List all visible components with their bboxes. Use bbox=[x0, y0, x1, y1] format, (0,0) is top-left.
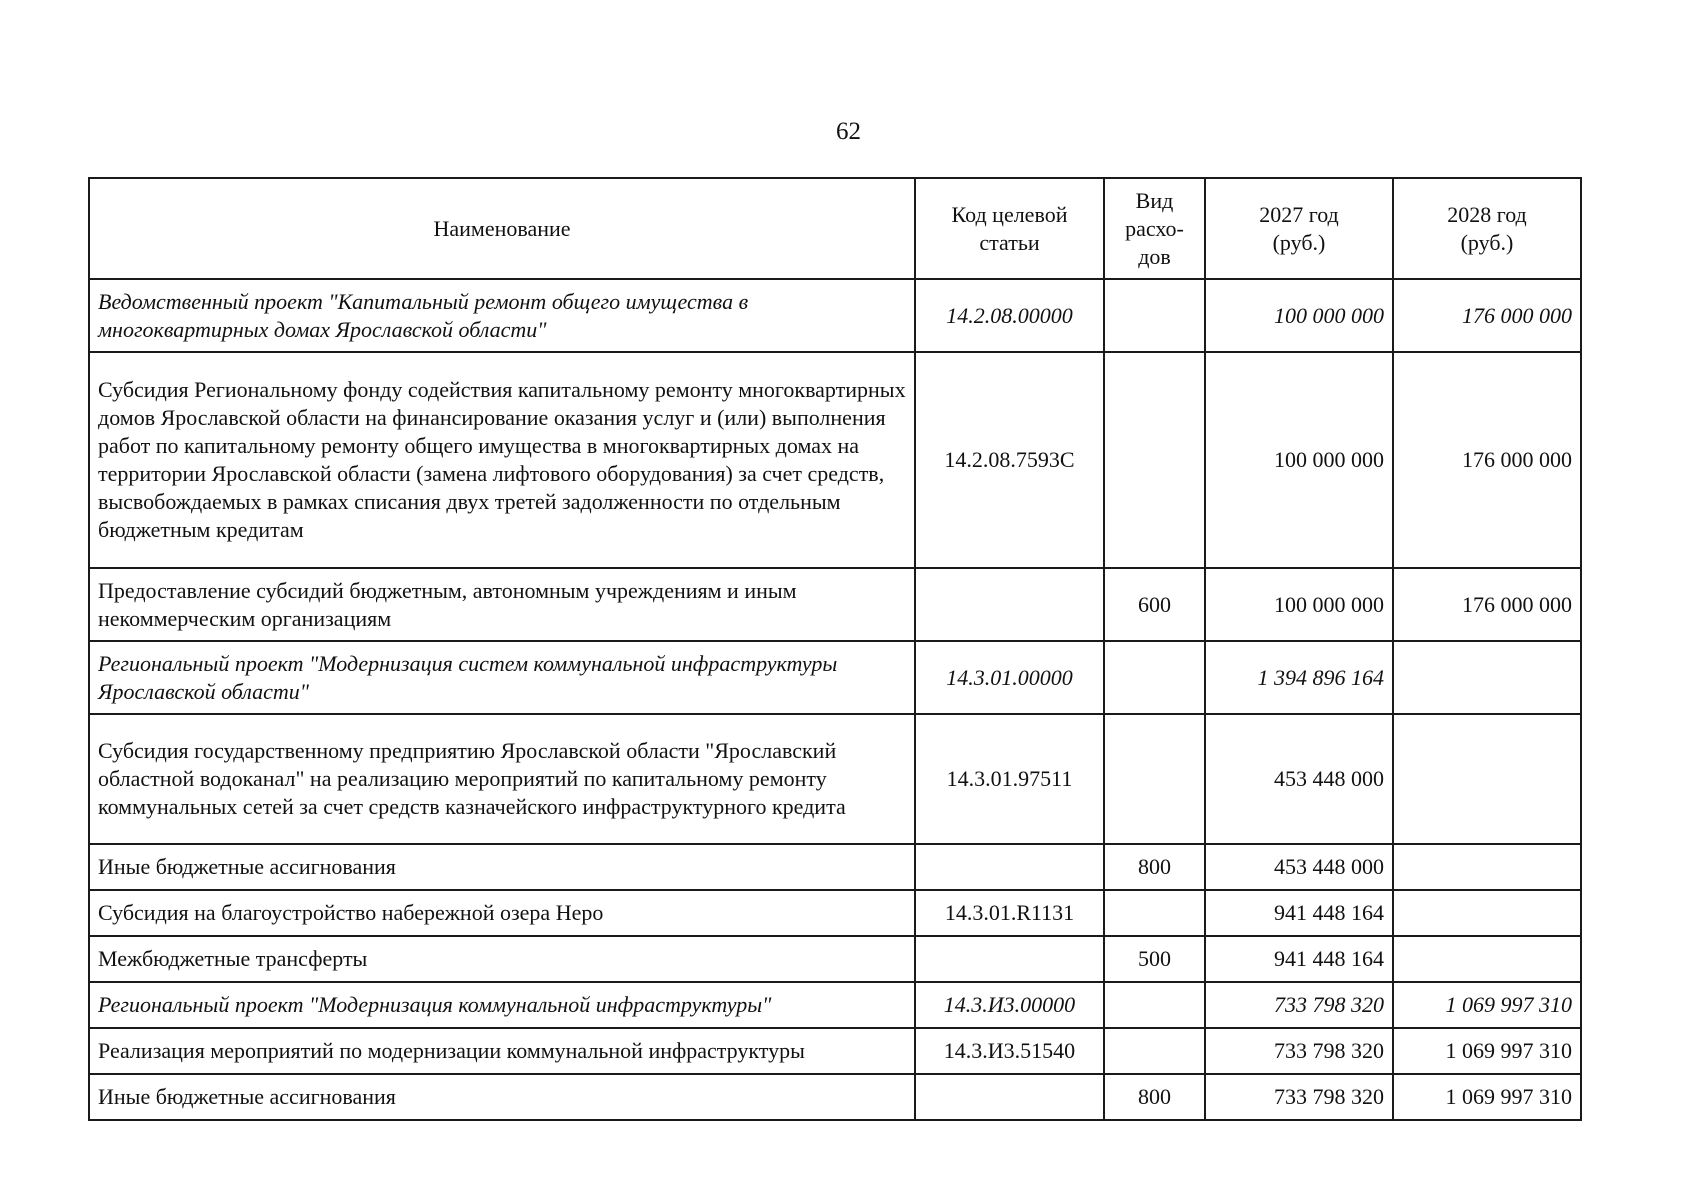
cell-type bbox=[1104, 890, 1205, 936]
cell-name: Реализация мероприятий по модернизации коммунальной инфраструктуры bbox=[89, 1028, 915, 1074]
cell-code bbox=[915, 936, 1104, 982]
cell-type bbox=[1104, 714, 1205, 844]
cell-code: 14.3.И3.51540 bbox=[915, 1028, 1104, 1074]
header-code: Код целевой статьи bbox=[915, 178, 1104, 279]
cell-code bbox=[915, 844, 1104, 890]
cell-2028: 176 000 000 bbox=[1393, 568, 1581, 641]
cell-type bbox=[1104, 982, 1205, 1028]
cell-code: 14.2.08.7593С bbox=[915, 352, 1104, 568]
cell-2028: 1 069 997 310 bbox=[1393, 982, 1581, 1028]
cell-2027: 100 000 000 bbox=[1205, 568, 1393, 641]
table-header-row bbox=[89, 178, 1581, 279]
header-2028: 2028 год (руб.) bbox=[1393, 178, 1581, 279]
table-row bbox=[89, 1028, 1581, 1074]
cell-name: Субсидия государственному предприятию Ярославской области "Ярославский областной водоканал" на реализацию мероприятий по капитальному ремонту коммунальных сетей за счет средств казначейского инфраструктурного кредита bbox=[89, 714, 915, 844]
table-row bbox=[89, 844, 1581, 890]
header-2027: 2027 год (руб.) bbox=[1205, 178, 1393, 279]
table-row bbox=[89, 890, 1581, 936]
table-row bbox=[89, 279, 1581, 352]
table-row bbox=[89, 714, 1581, 844]
cell-code bbox=[915, 1074, 1104, 1120]
cell-2027: 941 448 164 bbox=[1205, 890, 1393, 936]
cell-2028 bbox=[1393, 890, 1581, 936]
table-row bbox=[89, 352, 1581, 568]
cell-code bbox=[915, 568, 1104, 641]
cell-code: 14.3.01.00000 bbox=[915, 641, 1104, 714]
table-row bbox=[89, 568, 1581, 641]
cell-code: 14.3.01.97511 bbox=[915, 714, 1104, 844]
cell-2028 bbox=[1393, 936, 1581, 982]
cell-2028: 1 069 997 310 bbox=[1393, 1028, 1581, 1074]
cell-2027: 733 798 320 bbox=[1205, 1074, 1393, 1120]
table-body bbox=[89, 279, 1581, 1120]
header-name: Наименование bbox=[89, 178, 915, 279]
cell-name: Региональный проект "Модернизация систем коммунальной инфраструктуры Ярославской области" bbox=[89, 641, 915, 714]
cell-code: 14.2.08.00000 bbox=[915, 279, 1104, 352]
cell-type bbox=[1104, 279, 1205, 352]
cell-name: Субсидия на благоустройство набережной озера Неро bbox=[89, 890, 915, 936]
cell-type bbox=[1104, 1028, 1205, 1074]
cell-2028 bbox=[1393, 714, 1581, 844]
cell-2027: 453 448 000 bbox=[1205, 714, 1393, 844]
budget-table bbox=[88, 177, 1582, 1121]
cell-type: 600 bbox=[1104, 568, 1205, 641]
table-row bbox=[89, 641, 1581, 714]
cell-type: 500 bbox=[1104, 936, 1205, 982]
cell-code: 14.3.И3.00000 bbox=[915, 982, 1104, 1028]
table-row bbox=[89, 982, 1581, 1028]
cell-name: Субсидия Региональному фонду содействия капитальному ремонту многоквартирных домов Ярославской области на финансирование оказания услуг и (или) выполнения работ по капитальному ремонту общего имущества в многоквартирных домах на территории Ярославской области (замена лифтового оборудования) за счет средств, высвобождаемых в рамках списания двух третей задолженности по отдельным бюджетным кредитам bbox=[89, 352, 915, 568]
cell-2028: 176 000 000 bbox=[1393, 279, 1581, 352]
cell-name: Иные бюджетные ассигнования bbox=[89, 1074, 915, 1120]
page-number: 62 bbox=[836, 118, 861, 145]
cell-2028 bbox=[1393, 641, 1581, 714]
cell-2027: 1 394 896 164 bbox=[1205, 641, 1393, 714]
cell-2027: 100 000 000 bbox=[1205, 352, 1393, 568]
header-type: Вид расхо- дов bbox=[1104, 178, 1205, 279]
cell-2027: 733 798 320 bbox=[1205, 1028, 1393, 1074]
cell-type: 800 bbox=[1104, 844, 1205, 890]
cell-2027: 941 448 164 bbox=[1205, 936, 1393, 982]
cell-type: 800 bbox=[1104, 1074, 1205, 1120]
cell-name: Ведомственный проект "Капитальный ремонт общего имущества в многоквартирных домах Ярославской области" bbox=[89, 279, 915, 352]
cell-2028: 1 069 997 310 bbox=[1393, 1074, 1581, 1120]
cell-2027: 453 448 000 bbox=[1205, 844, 1393, 890]
table-row bbox=[89, 936, 1581, 982]
cell-type bbox=[1104, 352, 1205, 568]
cell-code: 14.3.01.R1131 bbox=[915, 890, 1104, 936]
cell-2028: 176 000 000 bbox=[1393, 352, 1581, 568]
cell-name: Предоставление субсидий бюджетным, автономным учреждениям и иным некоммерческим организациям bbox=[89, 568, 915, 641]
cell-type bbox=[1104, 641, 1205, 714]
cell-2027: 733 798 320 bbox=[1205, 982, 1393, 1028]
cell-name: Региональный проект "Модернизация коммунальной инфраструктуры" bbox=[89, 982, 915, 1028]
table-row bbox=[89, 1074, 1581, 1120]
cell-name: Межбюджетные трансферты bbox=[89, 936, 915, 982]
cell-2028 bbox=[1393, 844, 1581, 890]
cell-2027: 100 000 000 bbox=[1205, 279, 1393, 352]
cell-name: Иные бюджетные ассигнования bbox=[89, 844, 915, 890]
